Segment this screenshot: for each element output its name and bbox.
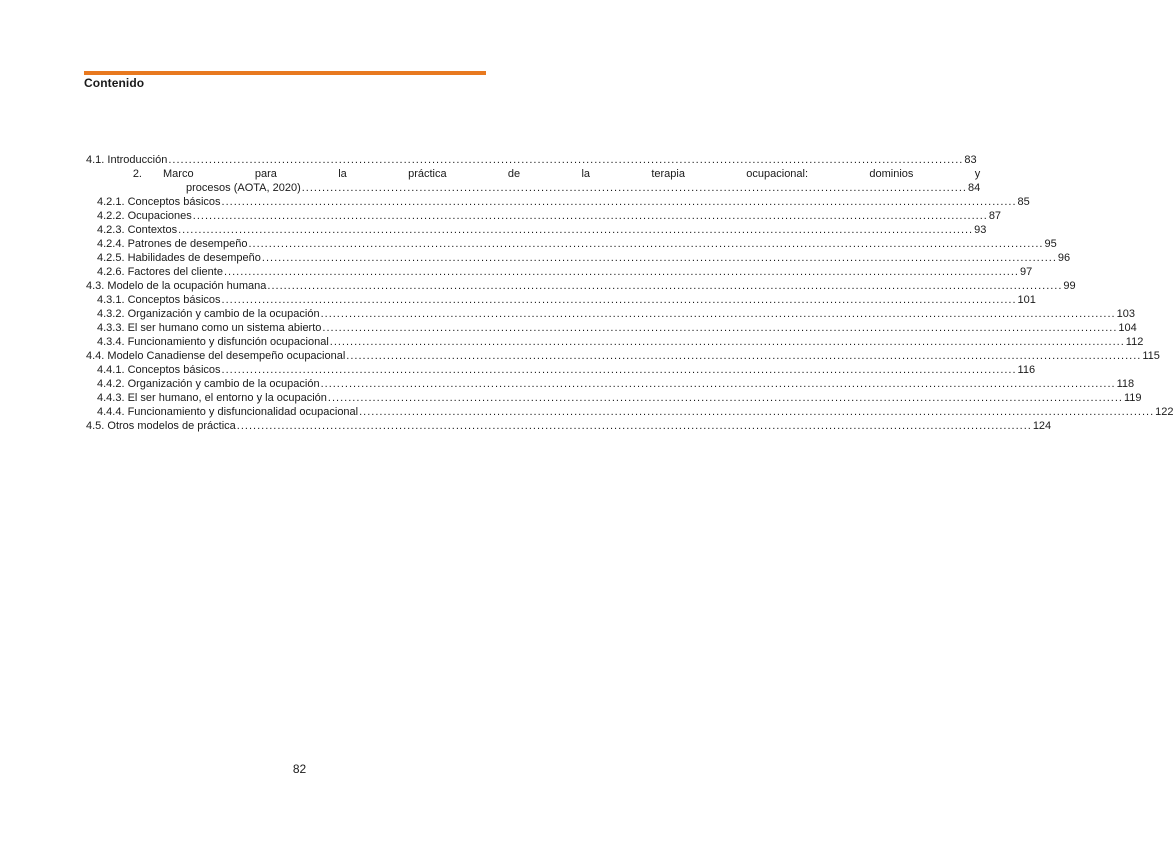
toc-entry[interactable] xyxy=(86,363,1036,377)
toc-entry-label: 4.5. Otros modelos de práctica xyxy=(86,420,236,432)
toc-dot-leader xyxy=(222,195,1017,209)
toc-dot-leader xyxy=(267,279,1062,293)
toc-entry[interactable] xyxy=(86,391,1142,405)
toc-entry[interactable] xyxy=(86,377,1135,391)
toc-entry-label: 4.3.4. Funcionamiento y disfunción ocupacional xyxy=(97,336,329,348)
toc-dot-leader xyxy=(302,181,967,195)
toc-dot-leader xyxy=(330,335,1125,349)
toc-entry-number: 2. xyxy=(132,168,142,180)
toc-dot-leader xyxy=(262,251,1057,265)
toc-entry[interactable] xyxy=(86,293,1036,307)
toc-entry-label: 4.3.1. Conceptos básicos xyxy=(97,294,221,306)
toc-entry-label: 4.1. Introducción xyxy=(86,154,168,166)
toc-entry[interactable] xyxy=(86,195,1030,209)
toc-entry-label: 4.2.1. Conceptos básicos xyxy=(97,196,221,208)
toc-entry-label: 4.2.3. Contextos xyxy=(97,224,178,236)
toc-entry-label: 4.2.2. Ocupaciones xyxy=(97,210,192,222)
toc-entry-label: 4.4.1. Conceptos básicos xyxy=(97,364,221,376)
toc-entry-label: 4.2.5. Habilidades de desempeño xyxy=(97,252,261,264)
toc-dot-leader xyxy=(224,265,1019,279)
toc-entry-page: 99 xyxy=(1063,280,1076,292)
toc-entry-page: 104 xyxy=(1118,322,1137,334)
toc-entry-page: 118 xyxy=(1116,378,1135,390)
toc-dot-leader xyxy=(178,223,973,237)
toc-entry[interactable] xyxy=(86,251,1071,265)
toc-entry-page: 96 xyxy=(1057,252,1071,264)
toc-entry-label-line1: Marco para la práctica de la terapia ocupacional: dominios y xyxy=(163,168,981,180)
toc-entry-label: 4.3.2. Organización y cambio de la ocupación xyxy=(97,308,320,320)
toc-dot-leader xyxy=(322,321,1117,335)
toc-entry-page: 122 xyxy=(1155,406,1174,418)
toc-entry-numbered[interactable] xyxy=(86,167,981,195)
toc-entry[interactable] xyxy=(86,349,1160,363)
toc-entry-page: 85 xyxy=(1017,196,1030,208)
toc-dot-leader xyxy=(222,293,1017,307)
toc-entry[interactable] xyxy=(86,279,1076,293)
table-of-contents xyxy=(86,153,1174,433)
toc-entry[interactable] xyxy=(86,223,987,237)
toc-entry[interactable] xyxy=(86,405,1174,419)
toc-entry-page: 101 xyxy=(1017,294,1036,306)
toc-dot-leader xyxy=(321,377,1116,391)
toc-entry-page: 87 xyxy=(988,210,1002,222)
toc-entry-page: 93 xyxy=(974,224,987,236)
toc-dot-leader xyxy=(237,419,1032,433)
toc-entry-page: 95 xyxy=(1044,238,1057,250)
toc-entry[interactable] xyxy=(86,153,977,167)
page-title: Contenido xyxy=(84,76,145,90)
toc-entry-label: 4.3.3. El ser humano como un sistema abierto xyxy=(97,322,322,334)
toc-entry-page: 83 xyxy=(964,154,977,166)
toc-entry[interactable] xyxy=(86,321,1137,335)
toc-entry-page: 124 xyxy=(1032,420,1052,432)
toc-dot-leader xyxy=(248,237,1043,251)
page-number: 82 xyxy=(292,762,307,776)
toc-entry-label: 4.4.3. El ser humano, el entorno y la ocupación xyxy=(97,392,327,404)
toc-entry-list xyxy=(86,195,1174,433)
toc-entry-label-line2: procesos (AOTA, 2020) xyxy=(186,182,301,194)
toc-dot-leader xyxy=(193,209,988,223)
toc-entry-page: 119 xyxy=(1123,392,1142,404)
toc-entry[interactable] xyxy=(86,307,1135,321)
toc-entry-page: 116 xyxy=(1017,364,1036,376)
toc-dot-leader xyxy=(359,405,1154,419)
toc-entry-label: 4.2.4. Patrones de desempeño xyxy=(97,238,248,250)
toc-entry[interactable] xyxy=(86,335,1144,349)
toc-dot-leader xyxy=(328,391,1123,405)
toc-entry-page: 115 xyxy=(1142,350,1160,362)
toc-entry[interactable] xyxy=(86,209,1002,223)
toc-dot-leader xyxy=(222,363,1017,377)
toc-entry-label: 4.3. Modelo de la ocupación humana xyxy=(86,280,267,292)
toc-entry[interactable] xyxy=(86,237,1057,251)
toc-entry-label: 4.2.6. Factores del cliente xyxy=(97,266,223,278)
toc-entry[interactable] xyxy=(86,265,1033,279)
toc-entry-label: 4.4.4. Funcionamiento y disfuncionalidad ocupacional xyxy=(97,406,359,418)
toc-entry-page: 103 xyxy=(1116,308,1135,320)
toc-dot-leader xyxy=(346,349,1141,363)
toc-entry-page: 97 xyxy=(1019,266,1033,278)
toc-entry-page: 84 xyxy=(967,182,981,194)
toc-entry-label: 4.4. Modelo Canadiense del desempeño ocupacional xyxy=(86,350,346,362)
toc-entry[interactable] xyxy=(86,419,1052,433)
toc-entry-label: 4.4.2. Organización y cambio de la ocupación xyxy=(97,378,320,390)
toc-dot-leader xyxy=(168,153,963,167)
toc-entry-page: 112 xyxy=(1125,336,1144,348)
toc-dot-leader xyxy=(321,307,1116,321)
header-rule xyxy=(84,71,486,75)
